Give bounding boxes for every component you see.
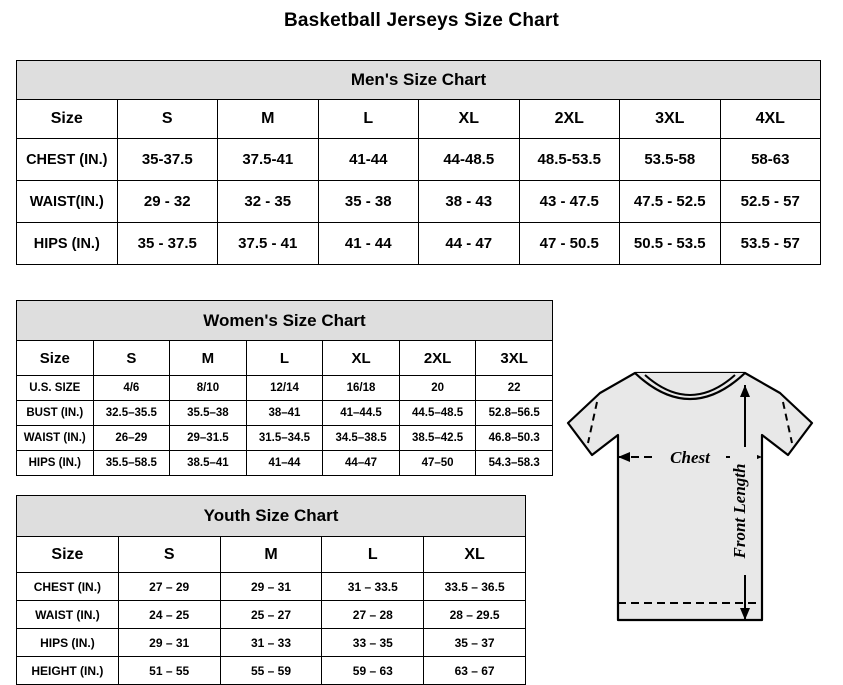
mens-hips-4xl: 53.5 - 57 xyxy=(720,223,821,265)
youth-hips-m: 31 – 33 xyxy=(220,629,322,657)
mens-header-3xl: 3XL xyxy=(620,100,721,139)
womens-row-label-us-size: U.S. SIZE xyxy=(17,376,94,401)
mens-chest-4xl: 58-63 xyxy=(720,139,821,181)
womens-waist-m: 29–31.5 xyxy=(170,426,247,451)
womens-waist-l: 31.5–34.5 xyxy=(246,426,323,451)
mens-table-caption: Men's Size Chart xyxy=(17,61,821,100)
youth-waist-m: 25 – 27 xyxy=(220,601,322,629)
table-row xyxy=(17,181,821,223)
womens-header-l: L xyxy=(246,341,323,376)
mens-chest-l: 41-44 xyxy=(318,139,419,181)
jersey-outline xyxy=(568,373,812,620)
table-row xyxy=(17,401,553,426)
mens-header-2xl: 2XL xyxy=(519,100,620,139)
table-row xyxy=(17,629,526,657)
mens-hips-s: 35 - 37.5 xyxy=(117,223,218,265)
mens-waist-xl: 38 - 43 xyxy=(419,181,520,223)
womens-ussize-3xl: 22 xyxy=(476,376,553,401)
jersey-measurement-diagram xyxy=(540,355,840,655)
youth-waist-l: 27 – 28 xyxy=(322,601,424,629)
mens-waist-m: 32 - 35 xyxy=(218,181,319,223)
mens-row-label-hips: HIPS (IN.) xyxy=(17,223,118,265)
mens-chest-3xl: 53.5-58 xyxy=(620,139,721,181)
youth-hips-xl: 35 – 37 xyxy=(424,629,526,657)
womens-hips-l: 41–44 xyxy=(246,451,323,476)
womens-bust-xl: 41–44.5 xyxy=(323,401,400,426)
mens-waist-s: 29 - 32 xyxy=(117,181,218,223)
womens-hips-3xl: 54.3–58.3 xyxy=(476,451,553,476)
mens-row-label-chest: CHEST (IN.) xyxy=(17,139,118,181)
womens-row-label-bust: BUST (IN.) xyxy=(17,401,94,426)
youth-chest-xl: 33.5 – 36.5 xyxy=(424,573,526,601)
mens-chest-m: 37.5-41 xyxy=(218,139,319,181)
mens-header-size: Size xyxy=(17,100,118,139)
mens-row-label-waist: WAIST(IN.) xyxy=(17,181,118,223)
table-row xyxy=(17,601,526,629)
youth-height-xl: 63 – 67 xyxy=(424,657,526,685)
mens-waist-2xl: 43 - 47.5 xyxy=(519,181,620,223)
youth-row-label-waist: WAIST (IN.) xyxy=(17,601,119,629)
youth-chest-m: 29 – 31 xyxy=(220,573,322,601)
mens-waist-3xl: 47.5 - 52.5 xyxy=(620,181,721,223)
womens-row-label-waist: WAIST (IN.) xyxy=(17,426,94,451)
youth-header-l: L xyxy=(322,537,424,573)
womens-waist-3xl: 46.8–50.3 xyxy=(476,426,553,451)
mens-chest-2xl: 48.5-53.5 xyxy=(519,139,620,181)
youth-header-m: M xyxy=(220,537,322,573)
mens-header-l: L xyxy=(318,100,419,139)
youth-height-s: 51 – 55 xyxy=(118,657,220,685)
womens-header-s: S xyxy=(93,341,170,376)
mens-header-s: S xyxy=(117,100,218,139)
womens-hips-m: 38.5–41 xyxy=(170,451,247,476)
mens-chest-xl: 44-48.5 xyxy=(419,139,520,181)
womens-ussize-s: 4/6 xyxy=(93,376,170,401)
table-row xyxy=(17,376,553,401)
youth-row-label-hips: HIPS (IN.) xyxy=(17,629,119,657)
mens-hips-l: 41 - 44 xyxy=(318,223,419,265)
mens-header-m: M xyxy=(218,100,319,139)
womens-header-size: Size xyxy=(17,341,94,376)
womens-hips-xl: 44–47 xyxy=(323,451,400,476)
table-row xyxy=(17,573,526,601)
mens-hips-2xl: 47 - 50.5 xyxy=(519,223,620,265)
womens-waist-s: 26–29 xyxy=(93,426,170,451)
womens-bust-m: 35.5–38 xyxy=(170,401,247,426)
mens-header-xl: XL xyxy=(419,100,520,139)
mens-hips-xl: 44 - 47 xyxy=(419,223,520,265)
womens-bust-l: 38–41 xyxy=(246,401,323,426)
womens-bust-s: 32.5–35.5 xyxy=(93,401,170,426)
table-row xyxy=(17,657,526,685)
youth-waist-xl: 28 – 29.5 xyxy=(424,601,526,629)
table-row xyxy=(17,426,553,451)
table-row xyxy=(17,223,821,265)
youth-header-xl: XL xyxy=(424,537,526,573)
womens-ussize-m: 8/10 xyxy=(170,376,247,401)
table-row xyxy=(17,139,821,181)
table-row xyxy=(17,451,553,476)
womens-hips-s: 35.5–58.5 xyxy=(93,451,170,476)
womens-header-2xl: 2XL xyxy=(399,341,476,376)
mens-waist-4xl: 52.5 - 57 xyxy=(720,181,821,223)
jersey-svg xyxy=(540,355,840,655)
mens-size-chart xyxy=(16,60,821,265)
youth-height-l: 59 – 63 xyxy=(322,657,424,685)
womens-header-3xl: 3XL xyxy=(476,341,553,376)
youth-chest-l: 31 – 33.5 xyxy=(322,573,424,601)
mens-waist-l: 35 - 38 xyxy=(318,181,419,223)
youth-hips-s: 29 – 31 xyxy=(118,629,220,657)
youth-waist-s: 24 – 25 xyxy=(118,601,220,629)
womens-ussize-l: 12/14 xyxy=(246,376,323,401)
womens-table-caption: Women's Size Chart xyxy=(17,301,553,341)
mens-chest-s: 35-37.5 xyxy=(117,139,218,181)
womens-size-table xyxy=(16,300,553,476)
womens-ussize-xl: 16/18 xyxy=(323,376,400,401)
youth-header-s: S xyxy=(118,537,220,573)
youth-size-table xyxy=(16,495,526,685)
womens-size-chart xyxy=(16,300,553,476)
mens-header-4xl: 4XL xyxy=(720,100,821,139)
womens-hips-2xl: 47–50 xyxy=(399,451,476,476)
youth-height-m: 55 – 59 xyxy=(220,657,322,685)
youth-size-chart xyxy=(16,495,526,685)
youth-hips-l: 33 – 35 xyxy=(322,629,424,657)
front-length-label: Front Length xyxy=(730,463,749,559)
youth-table-caption: Youth Size Chart xyxy=(17,496,526,537)
youth-header-size: Size xyxy=(17,537,119,573)
youth-row-label-height: HEIGHT (IN.) xyxy=(17,657,119,685)
page-title: Basketball Jerseys Size Chart xyxy=(283,10,560,31)
womens-ussize-2xl: 20 xyxy=(399,376,476,401)
womens-waist-xl: 34.5–38.5 xyxy=(323,426,400,451)
youth-row-label-chest: CHEST (IN.) xyxy=(17,573,119,601)
mens-hips-3xl: 50.5 - 53.5 xyxy=(620,223,721,265)
womens-bust-3xl: 52.8–56.5 xyxy=(476,401,553,426)
mens-size-table xyxy=(16,60,821,265)
womens-waist-2xl: 38.5–42.5 xyxy=(399,426,476,451)
womens-bust-2xl: 44.5–48.5 xyxy=(399,401,476,426)
mens-hips-m: 37.5 - 41 xyxy=(218,223,319,265)
chest-label: Chest xyxy=(670,448,710,467)
womens-header-xl: XL xyxy=(323,341,400,376)
womens-row-label-hips: HIPS (IN.) xyxy=(17,451,94,476)
womens-header-m: M xyxy=(170,341,247,376)
youth-chest-s: 27 – 29 xyxy=(118,573,220,601)
